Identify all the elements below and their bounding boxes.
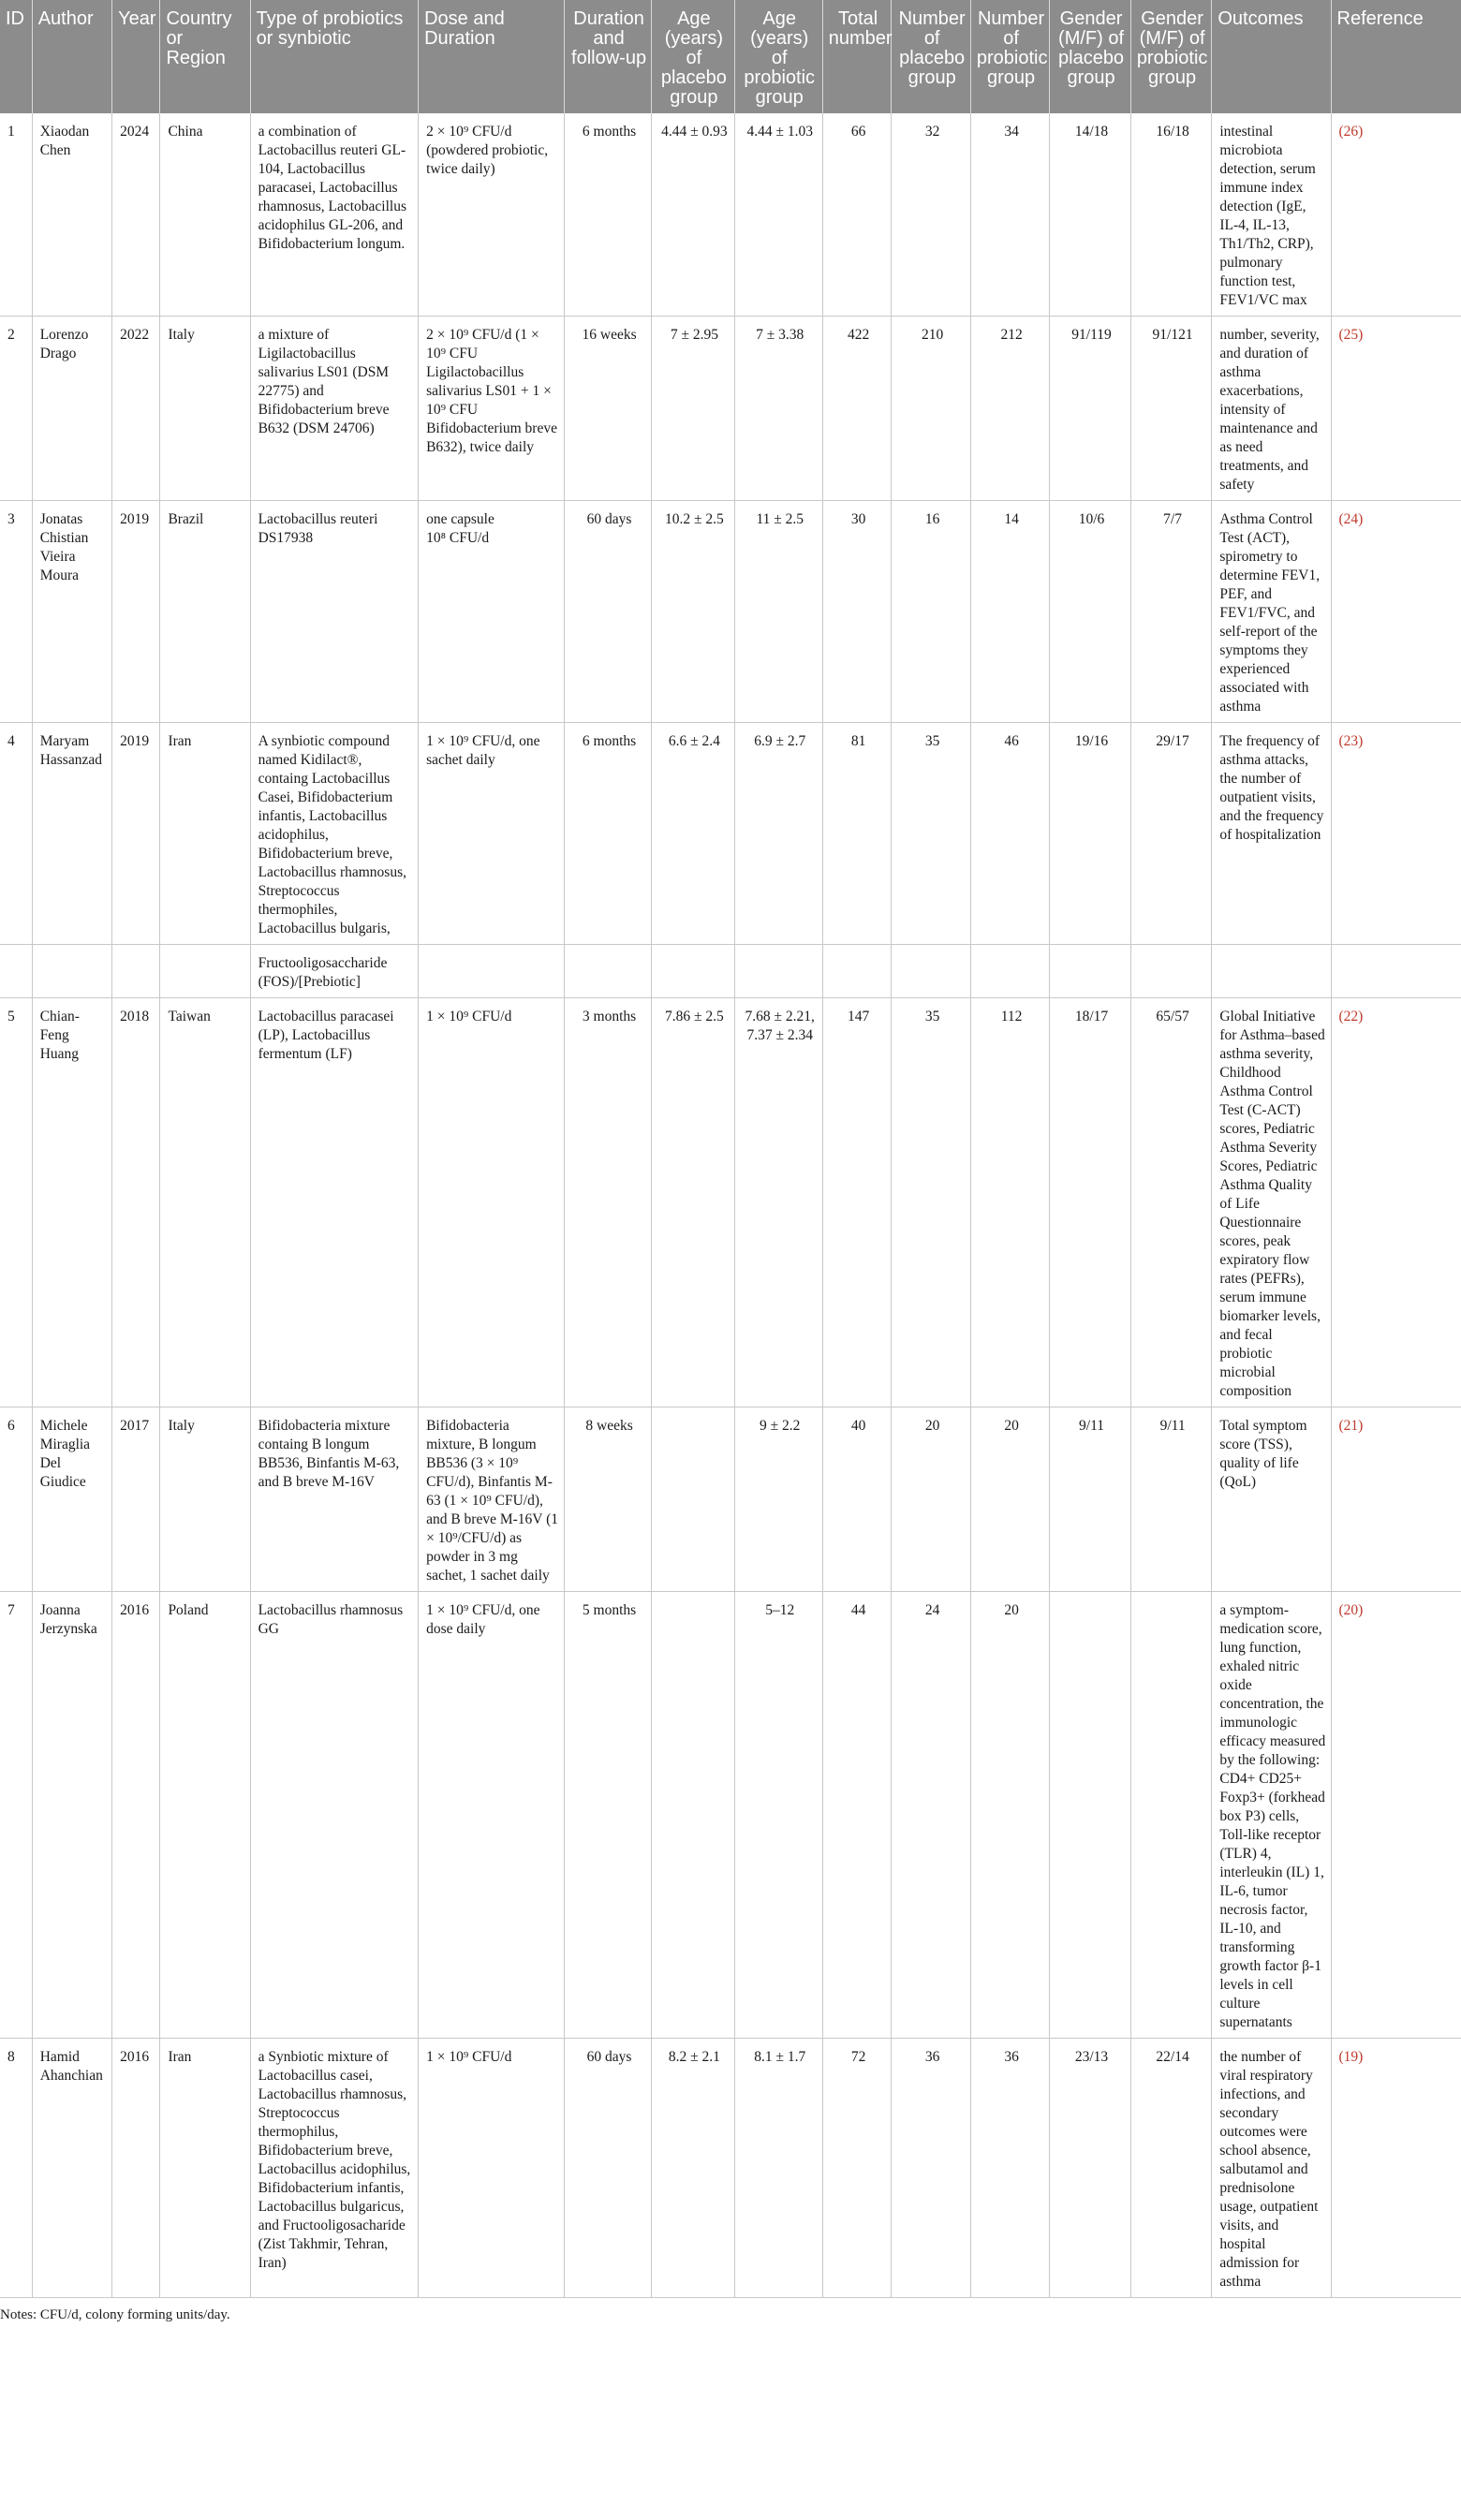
cell-duration: 3 months	[565, 998, 652, 1407]
cell-country: Brazil	[160, 501, 250, 723]
header-age-probiotic: Age (years) of probiotic group	[734, 0, 822, 113]
table-row	[0, 945, 1461, 998]
header-gender-probiotic: Gender (M/F) of probiotic group	[1130, 0, 1212, 113]
cell-author: Chian-Feng Huang	[32, 998, 111, 1407]
cell-gender-probiotic: 7/7	[1130, 501, 1212, 723]
cell-id: 1	[0, 113, 32, 317]
cell-id: 8	[0, 2039, 32, 2298]
cell-type: A synbiotic compound named Kidilact®, containg Lactobacillus Casei, Bifidobacterium infantis, Lactobacillus acidophilus, Bifidobacterium breve, Lactobacillus rhamnosus, Streptococcus thermophiles, Lactobacillus bulgaris,	[250, 723, 419, 945]
header-year: Year	[112, 0, 160, 113]
cell-gender-probiotic: 29/17	[1130, 723, 1212, 945]
cell-n-probiotic: 14	[970, 501, 1049, 723]
cell-duration	[565, 945, 652, 998]
header-outcomes: Outcomes	[1212, 0, 1331, 113]
cell-type: Lactobacillus reuteri DS17938	[250, 501, 419, 723]
table-note: Notes: CFU/d, colony forming units/day.	[0, 2307, 230, 2322]
cell-dose: 1 × 10⁹ CFU/d	[419, 2039, 565, 2298]
cell-id: 4	[0, 723, 32, 945]
header-reference: Reference	[1331, 0, 1461, 113]
cell-total: 40	[822, 1407, 892, 1592]
cell-total: 44	[822, 1592, 892, 2039]
cell-age-placebo	[652, 945, 735, 998]
cell-id: 5	[0, 998, 32, 1407]
cell-dose: Bifidobacteria mixture, B longum BB536 (3 × 10⁹ CFU/d), Binfantis M-63 (1 × 10⁹ CFU/d), and B breve M-16V (1 × 10⁹/CFU/d) as powder in 3 mg sachet, 1 sachet daily	[419, 1407, 565, 1592]
cell-country	[160, 945, 250, 998]
cell-n-probiotic: 36	[970, 2039, 1049, 2298]
cell-n-placebo: 210	[892, 317, 970, 501]
header-age-placebo: Age (years) of placebo group	[652, 0, 735, 113]
cell-outcomes: Global Initiative for Asthma–based asthma severity, Childhood Asthma Control Test (C-ACT) scores, Pediatric Asthma Severity Scores, Pediatric Asthma Quality of Life Questionnaire scores, peak expiratory flow rates (PEFRs), serum immune biomarker levels, and fecal probiotic microbial composition	[1212, 998, 1331, 1407]
cell-outcomes: a symptom-medication score, lung function, exhaled nitric oxide concentration, the immunologic efficacy measured by the following: CD4+ CD25+ Foxp3+ (forkhead box P3) cells, Toll-like receptor (TLR) 4, interleukin (IL) 1, IL-6, tumor necrosis factor, IL-10, and transforming growth factor β-1 levels in cell culture supernatants	[1212, 1592, 1331, 2039]
cell-reference: (26)	[1331, 113, 1461, 317]
cell-type: Lactobacillus paracasei (LP), Lactobacillus fermentum (LF)	[250, 998, 419, 1407]
cell-gender-placebo: 19/16	[1050, 723, 1131, 945]
cell-duration: 16 weeks	[565, 317, 652, 501]
cell-dose: 1 × 10⁹ CFU/d, one sachet daily	[419, 723, 565, 945]
table-row	[0, 1407, 1461, 1592]
cell-gender-probiotic: 65/57	[1130, 998, 1212, 1407]
cell-year: 2019	[112, 723, 160, 945]
table-row	[0, 501, 1461, 723]
cell-outcomes	[1212, 945, 1331, 998]
cell-outcomes: the number of viral respiratory infections, and secondary outcomes were school absence, salbutamol and prednisolone usage, outpatient visits, and hospital admission for asthma	[1212, 2039, 1331, 2298]
cell-id: 3	[0, 501, 32, 723]
cell-gender-placebo: 91/119	[1050, 317, 1131, 501]
cell-reference	[1331, 945, 1461, 998]
cell-type: a combination of Lactobacillus reuteri GL-104, Lactobacillus paracasei, Lactobacillus rhamnosus, Lactobacillus acidophilus GL-206, and Bifidobacterium longum.	[250, 113, 419, 317]
cell-year: 2018	[112, 998, 160, 1407]
cell-total: 81	[822, 723, 892, 945]
cell-age-placebo	[652, 1592, 735, 2039]
cell-n-probiotic: 46	[970, 723, 1049, 945]
cell-country: Taiwan	[160, 998, 250, 1407]
cell-id: 7	[0, 1592, 32, 2039]
header-author: Author	[32, 0, 111, 113]
cell-dose	[419, 945, 565, 998]
cell-country: Iran	[160, 723, 250, 945]
cell-n-placebo: 16	[892, 501, 970, 723]
cell-id: 2	[0, 317, 32, 501]
cell-reference: (24)	[1331, 501, 1461, 723]
cell-year: 2016	[112, 2039, 160, 2298]
cell-outcomes: Total symptom score (TSS), quality of life (QoL)	[1212, 1407, 1331, 1592]
cell-duration: 5 months	[565, 1592, 652, 2039]
cell-author: Jonatas Chistian Vieira Moura	[32, 501, 111, 723]
cell-age-placebo: 10.2 ± 2.5	[652, 501, 735, 723]
cell-reference: (21)	[1331, 1407, 1461, 1592]
cell-type: Lactobacillus rhamnosus GG	[250, 1592, 419, 2039]
cell-author: Maryam Hassanzad	[32, 723, 111, 945]
cell-author: Hamid Ahanchian	[32, 2039, 111, 2298]
cell-author	[32, 945, 111, 998]
cell-gender-probiotic: 22/14	[1130, 2039, 1212, 2298]
cell-gender-placebo: 18/17	[1050, 998, 1131, 1407]
cell-total: 30	[822, 501, 892, 723]
cell-author: Joanna Jerzynska	[32, 1592, 111, 2039]
table-body	[0, 113, 1461, 2298]
cell-dose: 2 × 10⁹ CFU/d (powdered probiotic, twice daily)	[419, 113, 565, 317]
cell-total: 66	[822, 113, 892, 317]
cell-n-placebo: 32	[892, 113, 970, 317]
cell-dose: one capsule 10⁸ CFU/d	[419, 501, 565, 723]
cell-gender-probiotic	[1130, 1592, 1212, 2039]
cell-age-placebo: 8.2 ± 2.1	[652, 2039, 735, 2298]
cell-gender-probiotic: 16/18	[1130, 113, 1212, 317]
cell-n-probiotic: 20	[970, 1592, 1049, 2039]
header-gender-placebo: Gender (M/F) of placebo group	[1050, 0, 1131, 113]
cell-author: Lorenzo Drago	[32, 317, 111, 501]
cell-gender-placebo: 10/6	[1050, 501, 1131, 723]
header-type: Type of probiotics or synbiotic	[250, 0, 419, 113]
cell-duration: 60 days	[565, 501, 652, 723]
table-row	[0, 317, 1461, 501]
cell-outcomes: Asthma Control Test (ACT), spirometry to determine FEV1, PEF, and FEV1/FVC, and self-report of the symptoms they experienced associated with asthma	[1212, 501, 1331, 723]
table-row	[0, 2039, 1461, 2298]
cell-age-probiotic: 6.9 ± 2.7	[734, 723, 822, 945]
cell-duration: 60 days	[565, 2039, 652, 2298]
cell-age-probiotic: 5–12	[734, 1592, 822, 2039]
cell-gender-placebo: 9/11	[1050, 1407, 1131, 1592]
cell-country: Italy	[160, 1407, 250, 1592]
cell-country: Italy	[160, 317, 250, 501]
cell-gender-placebo: 23/13	[1050, 2039, 1131, 2298]
cell-total: 147	[822, 998, 892, 1407]
cell-author: Michele Miraglia Del Giudice	[32, 1407, 111, 1592]
cell-n-probiotic	[970, 945, 1049, 998]
table-row	[0, 998, 1461, 1407]
cell-gender-placebo: 14/18	[1050, 113, 1131, 317]
cell-gender-probiotic: 9/11	[1130, 1407, 1212, 1592]
cell-year: 2022	[112, 317, 160, 501]
cell-n-probiotic: 212	[970, 317, 1049, 501]
cell-age-placebo: 4.44 ± 0.93	[652, 113, 735, 317]
cell-reference: (23)	[1331, 723, 1461, 945]
cell-country: Poland	[160, 1592, 250, 2039]
cell-outcomes: intestinal microbiota detection, serum immune index detection (IgE, IL-4, IL-13, Th1/Th2, CRP), pulmonary function test, FEV1/VC max	[1212, 113, 1331, 317]
cell-gender-placebo	[1050, 1592, 1131, 2039]
cell-age-probiotic: 7 ± 3.38	[734, 317, 822, 501]
cell-dose: 1 × 10⁹ CFU/d, one dose daily	[419, 1592, 565, 2039]
header-duration: Duration and follow-up	[565, 0, 652, 113]
cell-n-placebo	[892, 945, 970, 998]
cell-age-placebo: 7 ± 2.95	[652, 317, 735, 501]
cell-year: 2019	[112, 501, 160, 723]
cell-duration: 6 months	[565, 723, 652, 945]
header-row	[0, 0, 1461, 113]
cell-age-probiotic: 9 ± 2.2	[734, 1407, 822, 1592]
cell-gender-placebo	[1050, 945, 1131, 998]
cell-author: Xiaodan Chen	[32, 113, 111, 317]
cell-outcomes: The frequency of asthma attacks, the number of outpatient visits, and the frequency of hospitalization	[1212, 723, 1331, 945]
cell-age-probiotic: 4.44 ± 1.03	[734, 113, 822, 317]
header-id: ID	[0, 0, 32, 113]
cell-n-placebo: 20	[892, 1407, 970, 1592]
cell-reference: (25)	[1331, 317, 1461, 501]
cell-reference: (22)	[1331, 998, 1461, 1407]
cell-n-placebo: 24	[892, 1592, 970, 2039]
cell-age-placebo: 7.86 ± 2.5	[652, 998, 735, 1407]
cell-country: China	[160, 113, 250, 317]
header-n-placebo: Number of placebo group	[892, 0, 970, 113]
cell-n-placebo: 36	[892, 2039, 970, 2298]
cell-duration: 8 weeks	[565, 1407, 652, 1592]
cell-outcomes: number, severity, and duration of asthma exacerbations, intensity of maintenance and as need treatments, and safety	[1212, 317, 1331, 501]
cell-duration: 6 months	[565, 113, 652, 317]
cell-type: Fructooligosaccharide (FOS)/[Prebiotic]	[250, 945, 419, 998]
cell-n-placebo: 35	[892, 998, 970, 1407]
cell-n-probiotic: 112	[970, 998, 1049, 1407]
cell-total	[822, 945, 892, 998]
cell-total: 72	[822, 2039, 892, 2298]
cell-n-placebo: 35	[892, 723, 970, 945]
header-dose: Dose and Duration	[419, 0, 565, 113]
cell-year: 2016	[112, 1592, 160, 2039]
cell-country: Iran	[160, 2039, 250, 2298]
cell-dose: 2 × 10⁹ CFU/d (1 × 10⁹ CFU Ligilactobacillus salivarius LS01 + 1 × 10⁹ CFU Bifidobacterium breve B632), twice daily	[419, 317, 565, 501]
cell-age-probiotic: 7.68 ± 2.21, 7.37 ± 2.34	[734, 998, 822, 1407]
header-n-probiotic: Number of probiotic group	[970, 0, 1049, 113]
cell-total: 422	[822, 317, 892, 501]
cell-age-probiotic	[734, 945, 822, 998]
cell-gender-probiotic: 91/121	[1130, 317, 1212, 501]
cell-n-probiotic: 34	[970, 113, 1049, 317]
cell-year: 2024	[112, 113, 160, 317]
cell-dose: 1 × 10⁹ CFU/d	[419, 998, 565, 1407]
cell-reference: (19)	[1331, 2039, 1461, 2298]
cell-age-probiotic: 8.1 ± 1.7	[734, 2039, 822, 2298]
cell-type: a Synbiotic mixture of Lactobacillus casei, Lactobacillus rhamnosus, Streptococcus thermophilus, Bifidobacterium breve, Lactobacillus acidophilus, Bifidobacterium infantis, Lactobacillus bulgaricus, and Fructooligosacharide (Zist Takhmir, Tehran, Iran)	[250, 2039, 419, 2298]
cell-year: 2017	[112, 1407, 160, 1592]
table-row	[0, 113, 1461, 317]
cell-id	[0, 945, 32, 998]
table-row	[0, 723, 1461, 945]
header-country: Country or Region	[160, 0, 250, 113]
cell-n-probiotic: 20	[970, 1407, 1049, 1592]
cell-id: 6	[0, 1407, 32, 1592]
cell-age-probiotic: 11 ± 2.5	[734, 501, 822, 723]
header-total: Total number	[822, 0, 892, 113]
cell-type: a mixture of Ligilactobacillus salivarius LS01 (DSM 22775) and Bifidobacterium breve B632 (DSM 24706)	[250, 317, 419, 501]
cell-type: Bifidobacteria mixture containg B longum BB536, Binfantis M-63, and B breve M-16V	[250, 1407, 419, 1592]
cell-gender-probiotic	[1130, 945, 1212, 998]
table-row	[0, 1592, 1461, 2039]
cell-age-placebo	[652, 1407, 735, 1592]
cell-age-placebo: 6.6 ± 2.4	[652, 723, 735, 945]
cell-year	[112, 945, 160, 998]
cell-reference: (20)	[1331, 1592, 1461, 2039]
